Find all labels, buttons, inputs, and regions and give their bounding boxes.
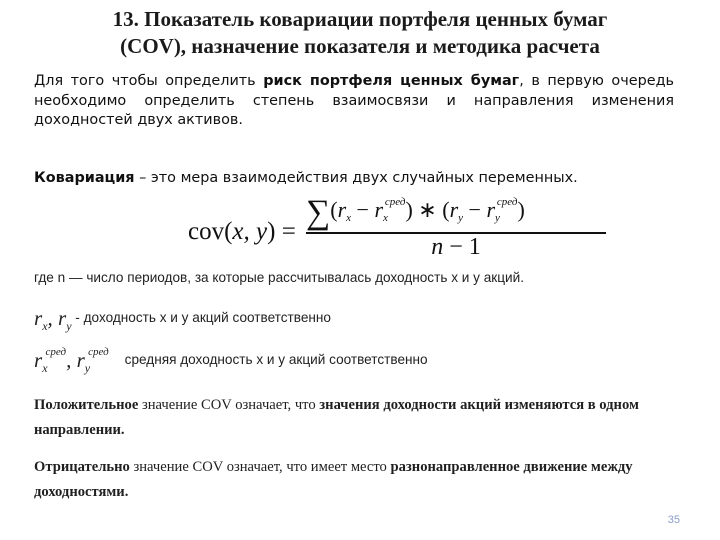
sub-x-3: x: [42, 319, 48, 333]
r-symbol-4: r: [76, 348, 85, 372]
sub-y-3: y: [66, 319, 72, 333]
average-return-symbols: [34, 346, 109, 375]
sup-avg-1: сред: [384, 196, 406, 208]
minus-1: −: [351, 197, 375, 222]
page-number: 35: [667, 514, 680, 526]
paren-close-1: ): [405, 197, 413, 222]
where-explanation: где n — число периодов, за которые рассчитывалась доходность х и у акций.: [34, 270, 524, 285]
paren-open-2: (: [442, 197, 450, 222]
definition-term: Ковариация: [34, 170, 135, 186]
definition-text: – это мера взаимодействия двух случайных переменных.: [134, 170, 578, 186]
returns-legend: [34, 306, 331, 334]
minus-2: −: [463, 197, 487, 222]
positive-text: значение COV означает, что: [138, 397, 320, 413]
sup-avg-3: сред: [45, 346, 67, 358]
positive-cov-paragraph: [34, 393, 674, 443]
slide-title: [0, 6, 720, 60]
title-line-1: 13. Показатель ковариации портфеля ценных бумаг: [112, 7, 608, 31]
intro-paragraph: [34, 72, 674, 131]
r-y-avg: r: [486, 197, 495, 222]
r-symbol-3: r: [34, 348, 43, 372]
sup-avg-2: сред: [496, 196, 518, 208]
negative-bold-2: разнонаправленное движение между доходностями.: [34, 459, 633, 500]
formula-equals: ) =: [267, 218, 296, 245]
positive-bold-1: Положительное: [34, 397, 139, 413]
sub-y-1: y: [458, 212, 464, 224]
covariance-definition: [34, 168, 694, 188]
r-y: r: [449, 197, 459, 222]
sup-avg-4: сред: [88, 346, 109, 358]
sigma-symbol: ∑: [306, 194, 331, 231]
r-x-avg: r: [374, 197, 384, 222]
sub-y-4: y: [84, 361, 91, 375]
separator-2: ,: [66, 348, 77, 372]
r-symbol-2: r: [58, 306, 67, 330]
covariance-formula: [188, 194, 608, 274]
intro-text-1: Для того чтобы определить: [34, 73, 264, 89]
separator-1: ,: [47, 306, 59, 330]
times-sign: ∗: [412, 197, 443, 222]
r-x: r: [337, 197, 347, 222]
paren-open-1: (: [330, 197, 338, 222]
return-symbols: [34, 306, 72, 333]
sub-x-2: x: [383, 212, 388, 224]
formula-denominator: [188, 234, 720, 261]
positive-bold-2: значения доходности акций изменяются в одном направлении.: [34, 397, 639, 438]
formula-numerator: [306, 194, 525, 232]
formula-func: cov(: [188, 218, 233, 245]
paren-close-2: ): [517, 197, 525, 222]
average-returns-legend-text: средняя доходность х и у акций соответственно: [124, 352, 428, 367]
denominator-rest: − 1: [443, 234, 481, 260]
sub-x-4: x: [42, 361, 48, 375]
negative-text: значение COV означает, что имеет место: [129, 459, 391, 475]
returns-legend-text: - доходность х и у акций соответственно: [71, 310, 331, 325]
sub-x-1: x: [346, 212, 352, 224]
intro-bold: риск портфеля ценных бумаг: [263, 73, 520, 89]
denominator-n: n: [431, 234, 444, 260]
negative-cov-paragraph: [34, 455, 674, 505]
negative-bold-1: Отрицательно: [34, 459, 130, 475]
intro-text-2: , в первую очередь необходимо определить степень взаимосвязи и направления изменения доходностей двух активов.: [34, 73, 675, 129]
formula-args: x, y: [232, 218, 268, 245]
sub-y-2: y: [495, 212, 500, 224]
title-line-2: (COV), назначение показателя и методика расчета: [120, 34, 600, 58]
average-returns-legend: [34, 346, 428, 376]
r-symbol-1: r: [34, 306, 43, 330]
